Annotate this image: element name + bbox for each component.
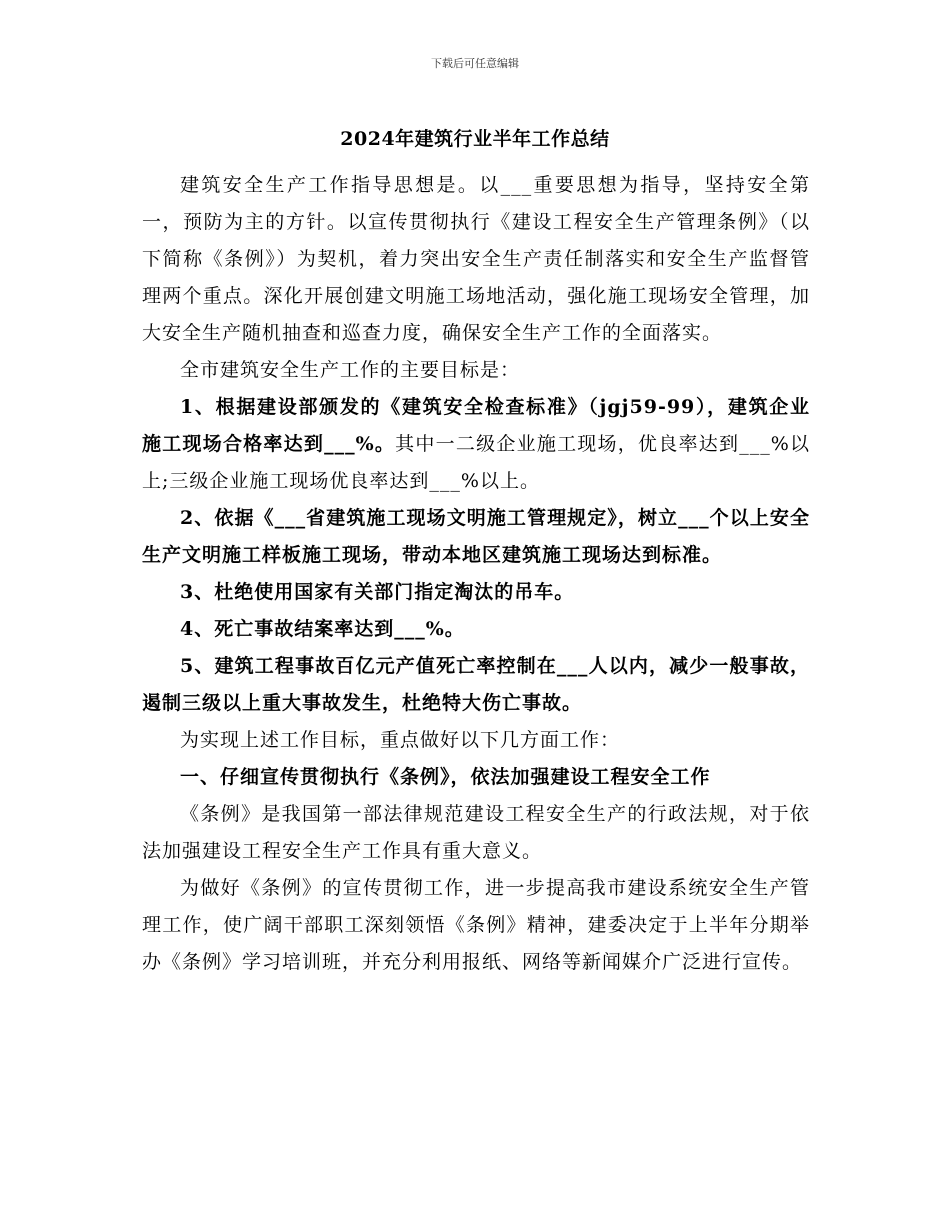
paragraph-training-plan	[142, 870, 810, 981]
goal-heading: 2、依据《___省建筑施工现场文明施工管理规定》，树立___个以上安全生产文明施工样板施工现场，带动本地区建筑施工现场达到标准。	[142, 507, 810, 566]
paragraph-text: 其中一二级企业施工现场，优良率达到___%以上;三级企业施工现场优良率达到___%以上。	[142, 433, 810, 492]
paragraph-goals-intro	[142, 352, 810, 389]
goal-item-1	[142, 389, 810, 500]
paragraph-text: 《条例》是我国第一部法律规范建设工程安全生产的行政法规，对于依法加强建设工程安全生产工作具有重大意义。	[142, 803, 810, 862]
goal-item-3	[142, 574, 810, 611]
paragraph-guiding-ideology	[142, 167, 810, 352]
goal-item-4	[142, 611, 810, 648]
goal-heading: 5、建筑工程事故百亿元产值死亡率控制在___人以内，减少一般事故，遏制三级以上重大事故发生，杜绝特大伤亡事故。	[142, 655, 810, 714]
document-body	[142, 167, 810, 981]
section-heading: 一、仔细宣传贯彻执行《条例》，依法加强建设工程安全工作	[180, 766, 711, 788]
paragraph-text: 为实现上述工作目标，重点做好以下几方面工作：	[180, 729, 621, 751]
goal-item-2	[142, 500, 810, 574]
paragraph-regulation-significance	[142, 796, 810, 870]
goal-heading: 3、杜绝使用国家有关部门指定淘汰的吊车。	[180, 581, 575, 603]
paragraph-text: 为做好《条例》的宣传贯彻工作，进一步提高我市建设系统安全生产管理工作，使广阔干部职工深刻领悟《条例》精神，建委决定于上半年分期举办《条例》学习培训班，并充分利用报纸、网络等新闻媒介广泛进行宣传。	[142, 877, 810, 973]
paragraph-text: 全市建筑安全生产工作的主要目标是：	[180, 359, 521, 381]
document-title: 2024年建筑行业半年工作总结	[340, 128, 610, 150]
page-header: 下载后可任意编辑	[431, 57, 519, 70]
paragraph-work-intro	[142, 722, 810, 759]
goal-heading: 1、根据建设部颁发的《建筑安全检查标准》（jgj59-99），建筑企业施工现场合格率达到___%。	[142, 396, 810, 455]
paragraph-text: 建筑安全生产工作指导思想是。以___重要思想为指导，坚持安全第一，预防为主的方针。以宣传贯彻执行《建设工程安全生产管理条例》（以下简称《条例》）为契机，着力突出安全生产责任制落实和安全生产监督管理两个重点。深化开展创建文明施工场地活动，强化施工现场安全管理，加大安全生产随机抽查和巡查力度，确保安全生产工作的全面落实。	[142, 174, 810, 344]
goal-heading: 4、死亡事故结案率达到___%。	[180, 618, 465, 640]
goal-item-5	[142, 648, 810, 722]
section-heading-1	[142, 759, 810, 796]
